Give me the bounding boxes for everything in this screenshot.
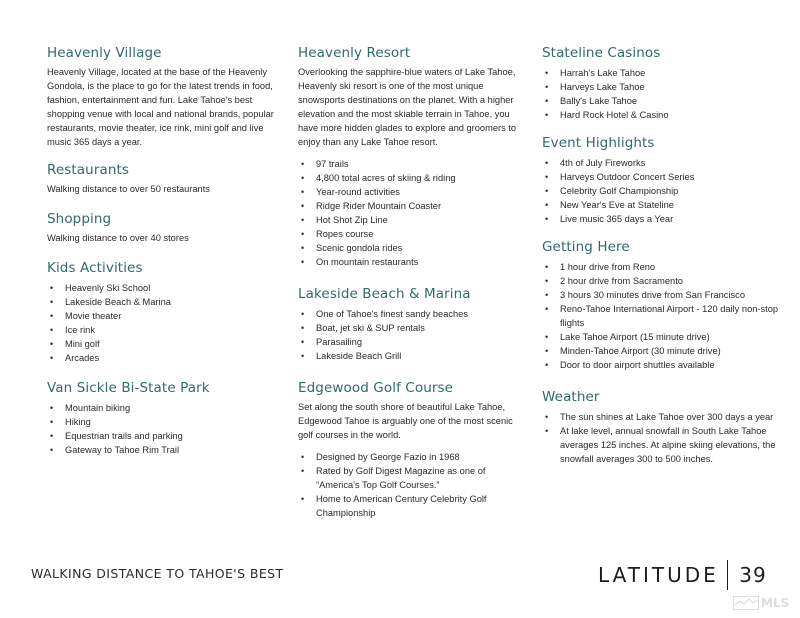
list-item: • Mountain biking — [47, 401, 279, 415]
list-item: • 3 hours 30 minutes drive from San Francisco — [542, 288, 782, 302]
bullet-list — [542, 410, 782, 466]
list-item: • Year-round activities — [298, 185, 530, 199]
list-item: • Reno-Tahoe International Airport - 120 daily non-stop flights — [542, 302, 782, 330]
brand-divider — [727, 560, 729, 590]
list-item: • On mountain restaurants — [298, 255, 530, 269]
list-item: • 4,800 total acres of skiing & riding — [298, 171, 530, 185]
list-item: • Hard Rock Hotel & Casino — [542, 108, 782, 122]
section-heading: Heavenly Resort — [298, 45, 411, 61]
list-item: • Home to American Century Celebrity Golf Championship — [298, 492, 530, 520]
list-item: • Ridge Rider Mountain Coaster — [298, 199, 530, 213]
footer-tagline: WALKING DISTANCE TO TAHOE'S BEST — [31, 566, 284, 581]
list-item: • Movie theater — [47, 309, 279, 323]
bullet-list — [47, 281, 279, 365]
section-heading: Restaurants — [47, 162, 130, 178]
list-item: • Live music 365 days a Year — [542, 212, 782, 226]
section-restaurants — [47, 161, 279, 196]
list-item: • 97 trails — [298, 157, 530, 171]
bullet-list — [298, 157, 530, 269]
section-paragraph: Walking distance to over 40 stores — [47, 233, 189, 243]
section-lakeside-beach-marina — [298, 285, 530, 363]
list-item: • The sun shines at Lake Tahoe over 300 days a year — [542, 410, 782, 424]
bullet-list — [542, 66, 782, 122]
list-item: • Parasailing — [298, 335, 530, 349]
section-heading: Lakeside Beach & Marina — [298, 286, 471, 302]
section-heading: Getting Here — [542, 239, 630, 255]
section-event-highlights — [542, 134, 782, 226]
bullet-list — [298, 307, 530, 363]
section-heading: Stateline Casinos — [542, 45, 661, 61]
bullet-list — [542, 156, 782, 226]
section-edgewood-golf-course — [298, 379, 530, 520]
list-item: • Lakeside Beach Grill — [298, 349, 530, 363]
list-item: • Arcades — [47, 351, 279, 365]
list-item: • Hiking — [47, 415, 279, 429]
section-paragraph: Overlooking the sapphire-blue waters of Lake Tahoe, Heavenly ski resort is one of the most unique snowsports destinations on the planet. With a higher elevation and the most skiable terrain in Tahoe, you have more hidden glades to explore and groomers to enjoy than any Lake Tahoe resort. — [298, 67, 517, 147]
mountain-wave-icon — [733, 596, 759, 610]
mls-watermark — [733, 596, 789, 610]
section-stateline-casinos — [542, 44, 782, 122]
section-heading: Van Sickle Bi-State Park — [47, 380, 210, 396]
list-item: • At lake level, annual snowfall in South Lake Tahoe averages 125 inches. At alpine skiing elevations, the snowfall averages 300 to 500 inches. — [542, 424, 782, 466]
column-left — [47, 44, 279, 467]
list-item: • Boat, jet ski & SUP rentals — [298, 321, 530, 335]
list-item: • Ropes course — [298, 227, 530, 241]
column-middle — [298, 44, 530, 530]
list-item: • Bally's Lake Tahoe — [542, 94, 782, 108]
section-heading: Kids Activities — [47, 260, 143, 276]
list-item: • Rated by Golf Digest Magazine as one of “America's Top Golf Courses.” — [298, 464, 530, 492]
list-item: • 4th of July Fireworks — [542, 156, 782, 170]
section-shopping — [47, 210, 279, 245]
section-heading: Heavenly Village — [47, 45, 162, 61]
list-item: • Designed by George Fazio in 1968 — [298, 450, 530, 464]
list-item: • 1 hour drive from Reno — [542, 260, 782, 274]
section-getting-here — [542, 238, 782, 372]
section-kids-activities — [47, 259, 279, 365]
list-item: • Heavenly Ski School — [47, 281, 279, 295]
list-item: • Ice rink — [47, 323, 279, 337]
list-item: • Minden-Tahoe Airport (30 minute drive) — [542, 344, 782, 358]
list-item: • Gateway to Tahoe Rim Trail — [47, 443, 279, 457]
mls-text: MLS — [761, 596, 790, 610]
section-heading: Edgewood Golf Course — [298, 380, 454, 396]
list-item: • Celebrity Golf Championship — [542, 184, 782, 198]
section-heading: Weather — [542, 389, 600, 405]
section-heading: Shopping — [47, 211, 112, 227]
list-item: • Door to door airport shuttles available — [542, 358, 782, 372]
brand-logo — [598, 560, 767, 590]
list-item: • Lake Tahoe Airport (15 minute drive) — [542, 330, 782, 344]
list-item: • Mini golf — [47, 337, 279, 351]
section-paragraph: Heavenly Village, located at the base of the Heavenly Gondola, is the place to go for the latest trends in food, fashion, entertainment and fun. Lake Tahoe's best shopping venue with local and national brands, popular restaurants, movie theater, ice rink, mini golf and live music 365 days a year. — [47, 67, 274, 147]
bullet-list — [542, 260, 782, 372]
list-item: • Hot Shot Zip Line — [298, 213, 530, 227]
section-weather — [542, 388, 782, 466]
section-paragraph: Set along the south shore of beautiful Lake Tahoe, Edgewood Tahoe is arguably one of the most scenic golf courses in the world. — [298, 402, 513, 440]
list-item: • Harveys Outdoor Concert Series — [542, 170, 782, 184]
section-heavenly-village — [47, 44, 279, 149]
brand-number: 39 — [739, 563, 767, 587]
section-van-sickle-bi-state-park — [47, 379, 279, 457]
list-item: • Harveys Lake Tahoe — [542, 80, 782, 94]
section-heavenly-resort — [298, 44, 530, 269]
list-item: • Scenic gondola rides — [298, 241, 530, 255]
bullet-list — [47, 401, 279, 457]
column-right — [542, 44, 782, 478]
list-item: • Equestrian trails and parking — [47, 429, 279, 443]
list-item: • New Year's Eve at Stateline — [542, 198, 782, 212]
list-item: • Harrah's Lake Tahoe — [542, 66, 782, 80]
section-heading: Event Highlights — [542, 135, 655, 151]
bullet-list — [298, 450, 530, 520]
list-item: • 2 hour drive from Sacramento — [542, 274, 782, 288]
brand-name: LATITUDE — [598, 563, 719, 587]
list-item: • One of Tahoe's finest sandy beaches — [298, 307, 530, 321]
section-paragraph: Walking distance to over 50 restaurants — [47, 184, 210, 194]
list-item: • Lakeside Beach & Marina — [47, 295, 279, 309]
